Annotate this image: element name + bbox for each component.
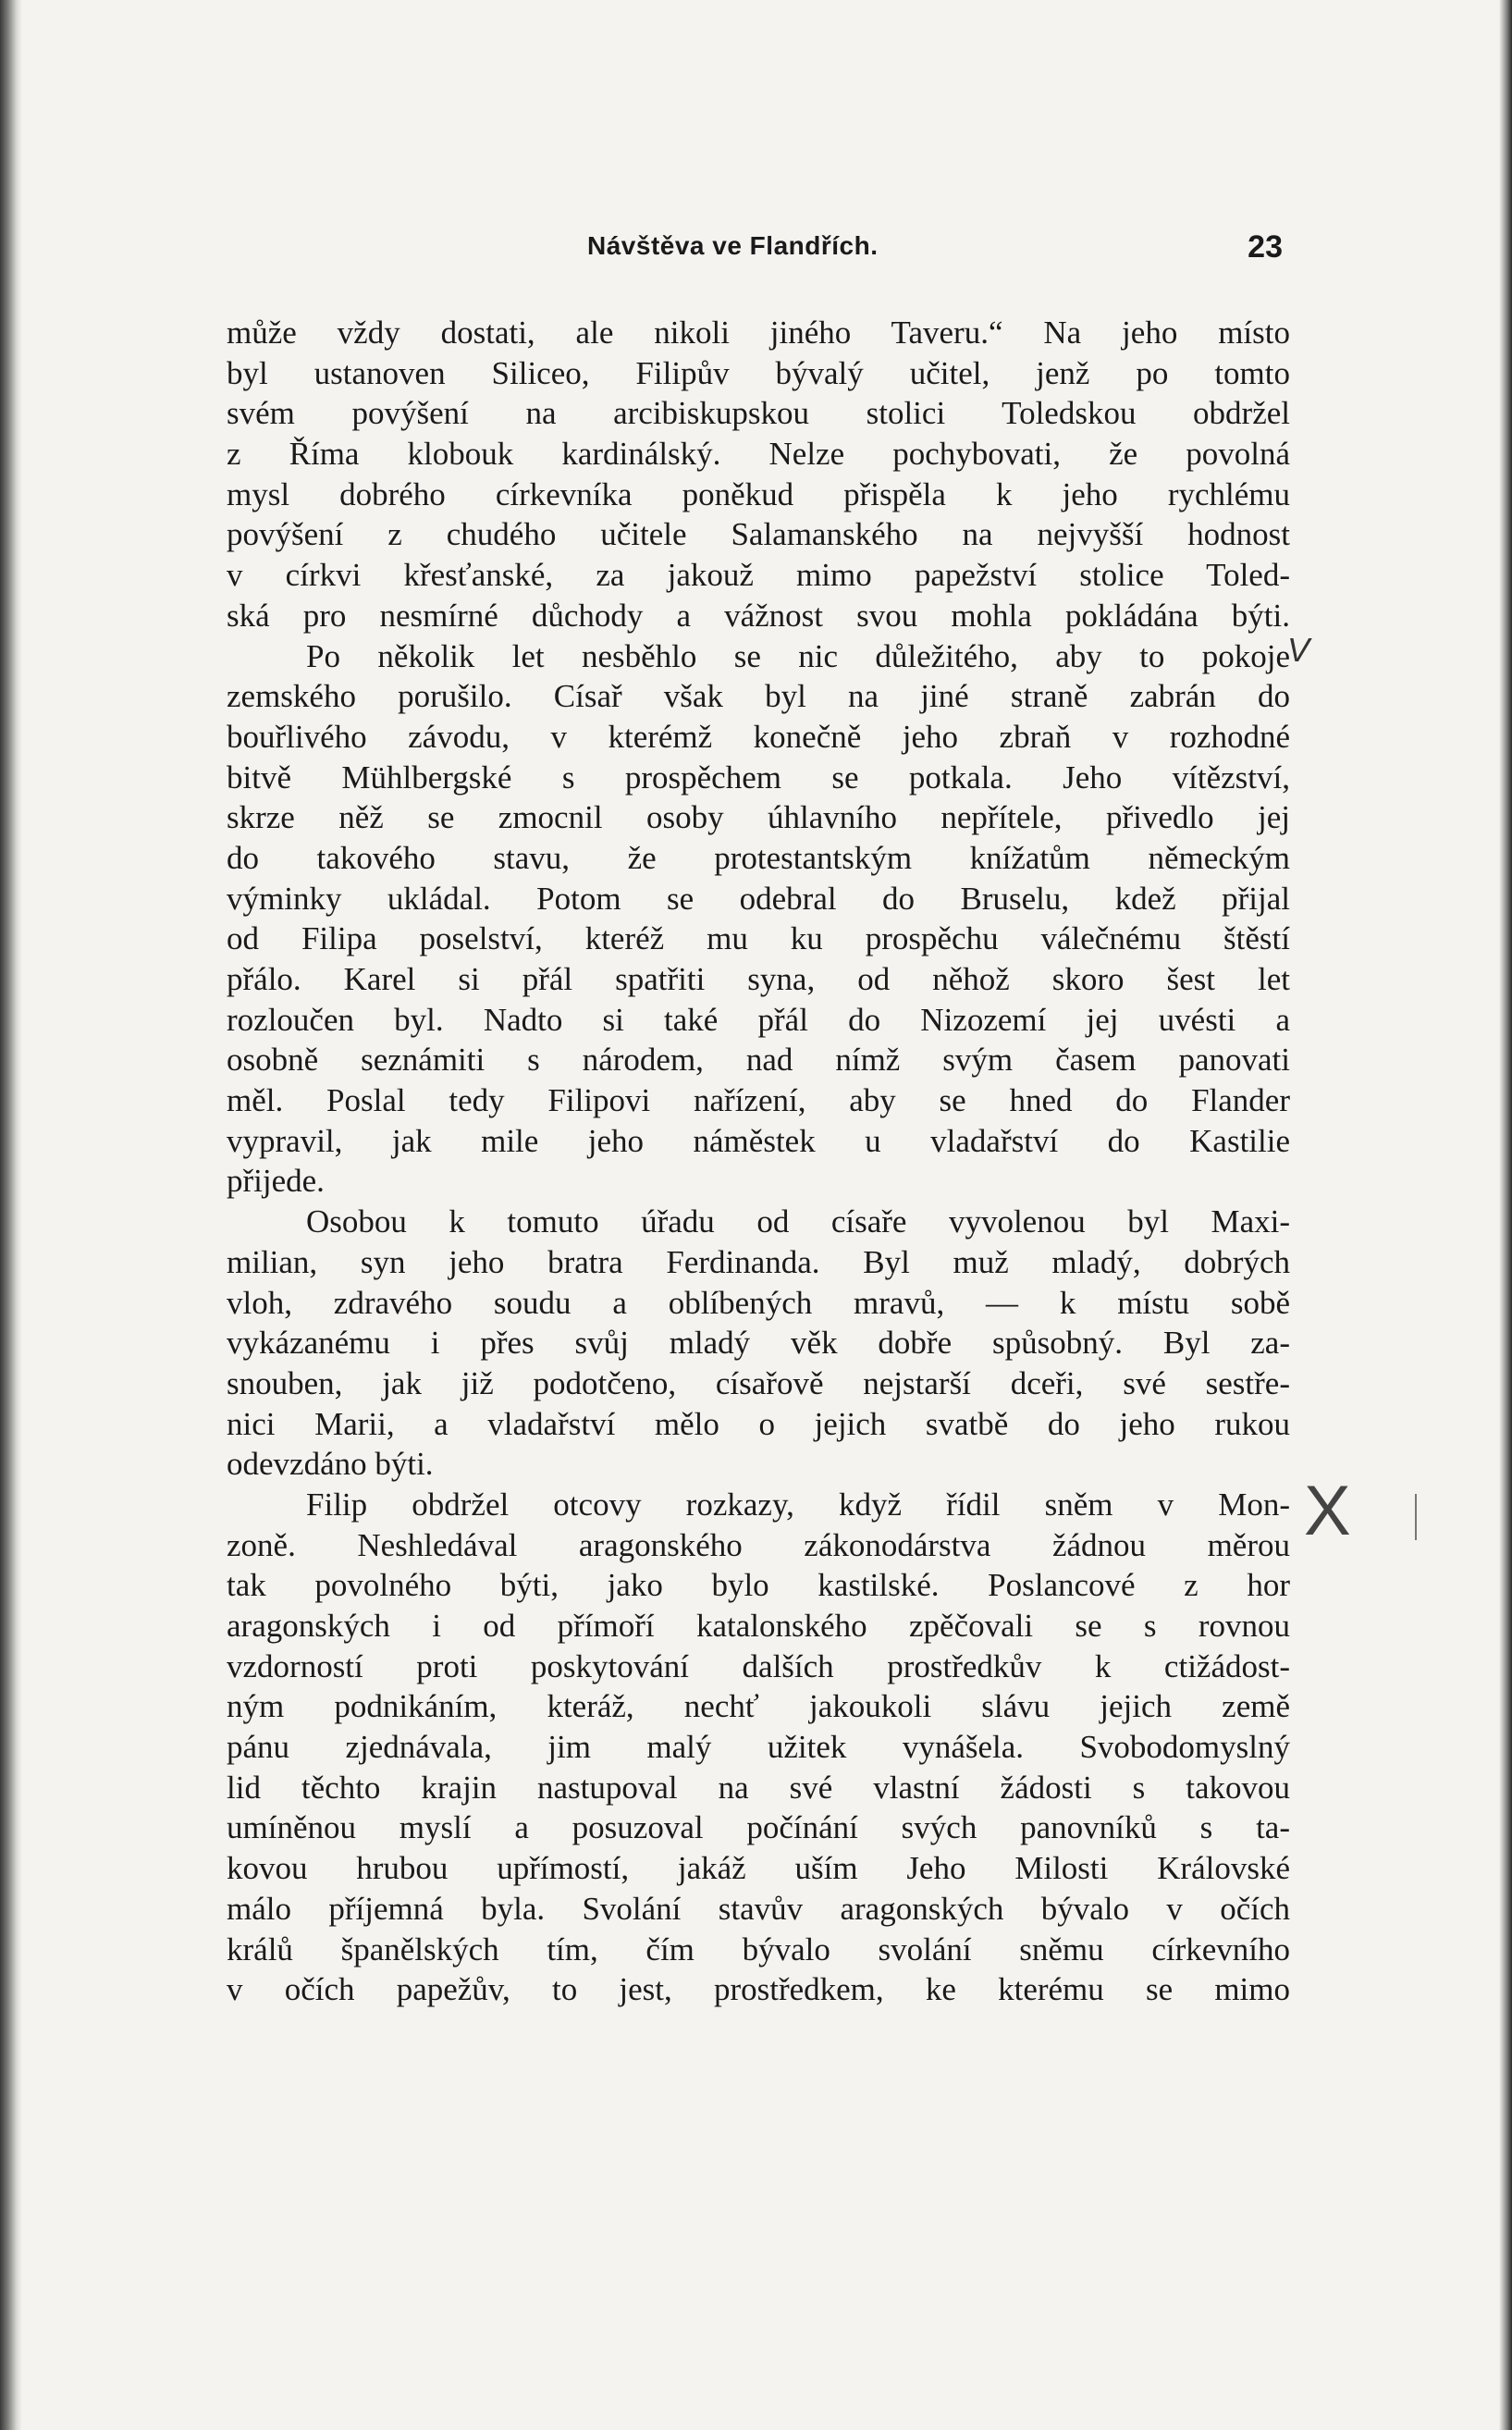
text-line: bouřlivého závodu, v kterémž konečně jeho zbraň v rozhodné xyxy=(227,718,1290,755)
page-left-edge-shadow xyxy=(0,0,22,2430)
text-line: přálo. Karel si přál spatřiti syna, od něhož skoro šest let xyxy=(227,961,1290,997)
text-line: nici Marii, a vladařství mělo o jejich svatbě do jeho rukou xyxy=(227,1405,1290,1442)
text-line: milian, syn jeho bratra Ferdinanda. Byl muž mladý, dobrých xyxy=(227,1243,1290,1280)
text-line: od Filipa poselství, kteréž mu ku prospěchu válečnému štěstí xyxy=(227,920,1290,957)
page-number: 23 xyxy=(1248,229,1283,265)
text-line-paragraph-start: Filip obdržel otcovy rozkazy, když řídil sněm v Mon- xyxy=(306,1486,1290,1523)
text-line: skrze něž se zmocnil osoby úhlavního nepřítele, přivedlo jej xyxy=(227,799,1290,836)
text-line: výminky ukládal. Potom se odebral do Bruselu, kdež přijal xyxy=(227,880,1290,917)
page-header xyxy=(227,229,1290,276)
text-line: v očích papežův, to jest, prostředkem, ke kterému se mimo xyxy=(227,1971,1290,2008)
text-line-paragraph-end: přijede. xyxy=(227,1163,325,1200)
text-line: snouben, jak již podotčeno, císařově nejstarší dceři, své sestře- xyxy=(227,1364,1290,1401)
text-line: kovou hrubou upřímostí, jakáž uším Jeho Milosti Královské xyxy=(227,1850,1290,1887)
text-line: pánu zjednávala, jim malý užitek vynášela. Svobodomyslný xyxy=(227,1729,1290,1766)
text-line: měl. Poslal tedy Filipovi nařízení, aby se hned do Flander xyxy=(227,1082,1290,1119)
text-line: vzdorností proti poskytování dalších prostředkův k ctižádost- xyxy=(227,1647,1290,1684)
text-line: osobně seznámiti s národem, nad nímž svým časem panovati xyxy=(227,1042,1290,1079)
text-line: málo příjemná byla. Svolání stavův aragonských bývalo v očích xyxy=(227,1890,1290,1927)
text-line-paragraph-start: Osobou k tomuto úřadu od císaře vyvolenou byl Maxi- xyxy=(306,1203,1290,1240)
body-text xyxy=(227,313,1290,2010)
text-line: rozloučen byl. Nadto si také přál do Nizozemí jej uvésti a xyxy=(227,1001,1290,1038)
margin-cross-mark: X xyxy=(1304,1472,1351,1550)
text-line: zemského porušilo. Císař však byl na jiné straně zabrán do xyxy=(227,678,1290,715)
text-line: z Říma klobouk kardinálský. Nelze pochybovati, že povolná xyxy=(227,436,1290,473)
text-line: může vždy dostati, ale nikoli jiného Taveru.“ Na jeho místo xyxy=(227,315,1290,351)
text-line: ným podnikáním, kteráž, nechť jakoukoli slávu jejich země xyxy=(227,1688,1290,1725)
text-line: umíněnou myslí a posuzoval počínání svých panovníků s ta- xyxy=(227,1809,1290,1846)
text-line: svém povýšení na arcibiskupskou stolici Toledskou obdržel xyxy=(227,395,1290,432)
text-line-paragraph-end: odevzdáno býti. xyxy=(227,1446,434,1483)
text-line: aragonských i od přímoří katalonského zpěčovali se s rovnou xyxy=(227,1608,1290,1644)
text-line: králů španělských tím, čím bývalo svolání sněmu církevního xyxy=(227,1930,1290,1967)
text-line: v církvi křesťanské, za jakouž mimo papežství stolice Toled- xyxy=(227,557,1290,594)
running-title: Návštěva ve Flandřích. xyxy=(587,231,879,260)
text-line-paragraph-start: Po několik let nesběhlo se nic důležitého, aby to pokoje xyxy=(306,637,1290,674)
text-line: lid těchto krajin nastupoval na své vlastní žádosti s takovou xyxy=(227,1769,1290,1806)
page-right-edge-shadow xyxy=(1499,0,1512,2430)
margin-check-mark: V xyxy=(1287,631,1310,669)
text-line: vykázanému i přes svůj mladý věk dobře spůsobný. Byl za- xyxy=(227,1325,1290,1362)
text-line: do takového stavu, že protestantským knížatům německým xyxy=(227,839,1290,876)
text-line: tak povolného býti, jako bylo kastilské. Poslancové z hor xyxy=(227,1567,1290,1604)
text-line: vypravil, jak mile jeho náměstek u vladařství do Kastilie xyxy=(227,1122,1290,1159)
text-line: mysl dobrého církevníka poněkud přispěla k jeho rychlému xyxy=(227,475,1290,512)
text-line: zoně. Neshledával aragonského zákonodárstva žádnou měrou xyxy=(227,1526,1290,1563)
margin-pencil-stroke xyxy=(1415,1494,1417,1540)
text-line: vloh, zdravého soudu a oblíbených mravů, — k místu sobě xyxy=(227,1284,1290,1321)
text-line: ská pro nesmírné důchody a vážnost svou mohla pokládána býti. xyxy=(227,597,1290,634)
text-line: byl ustanoven Siliceo, Filipův bývalý učitel, jenž po tomto xyxy=(227,354,1290,391)
text-line: povýšení z chudého učitele Salamanského na nejvyšší hodnost xyxy=(227,516,1290,553)
text-line: bitvě Mühlbergské s prospěchem se potkala. Jeho vítězství, xyxy=(227,759,1290,796)
